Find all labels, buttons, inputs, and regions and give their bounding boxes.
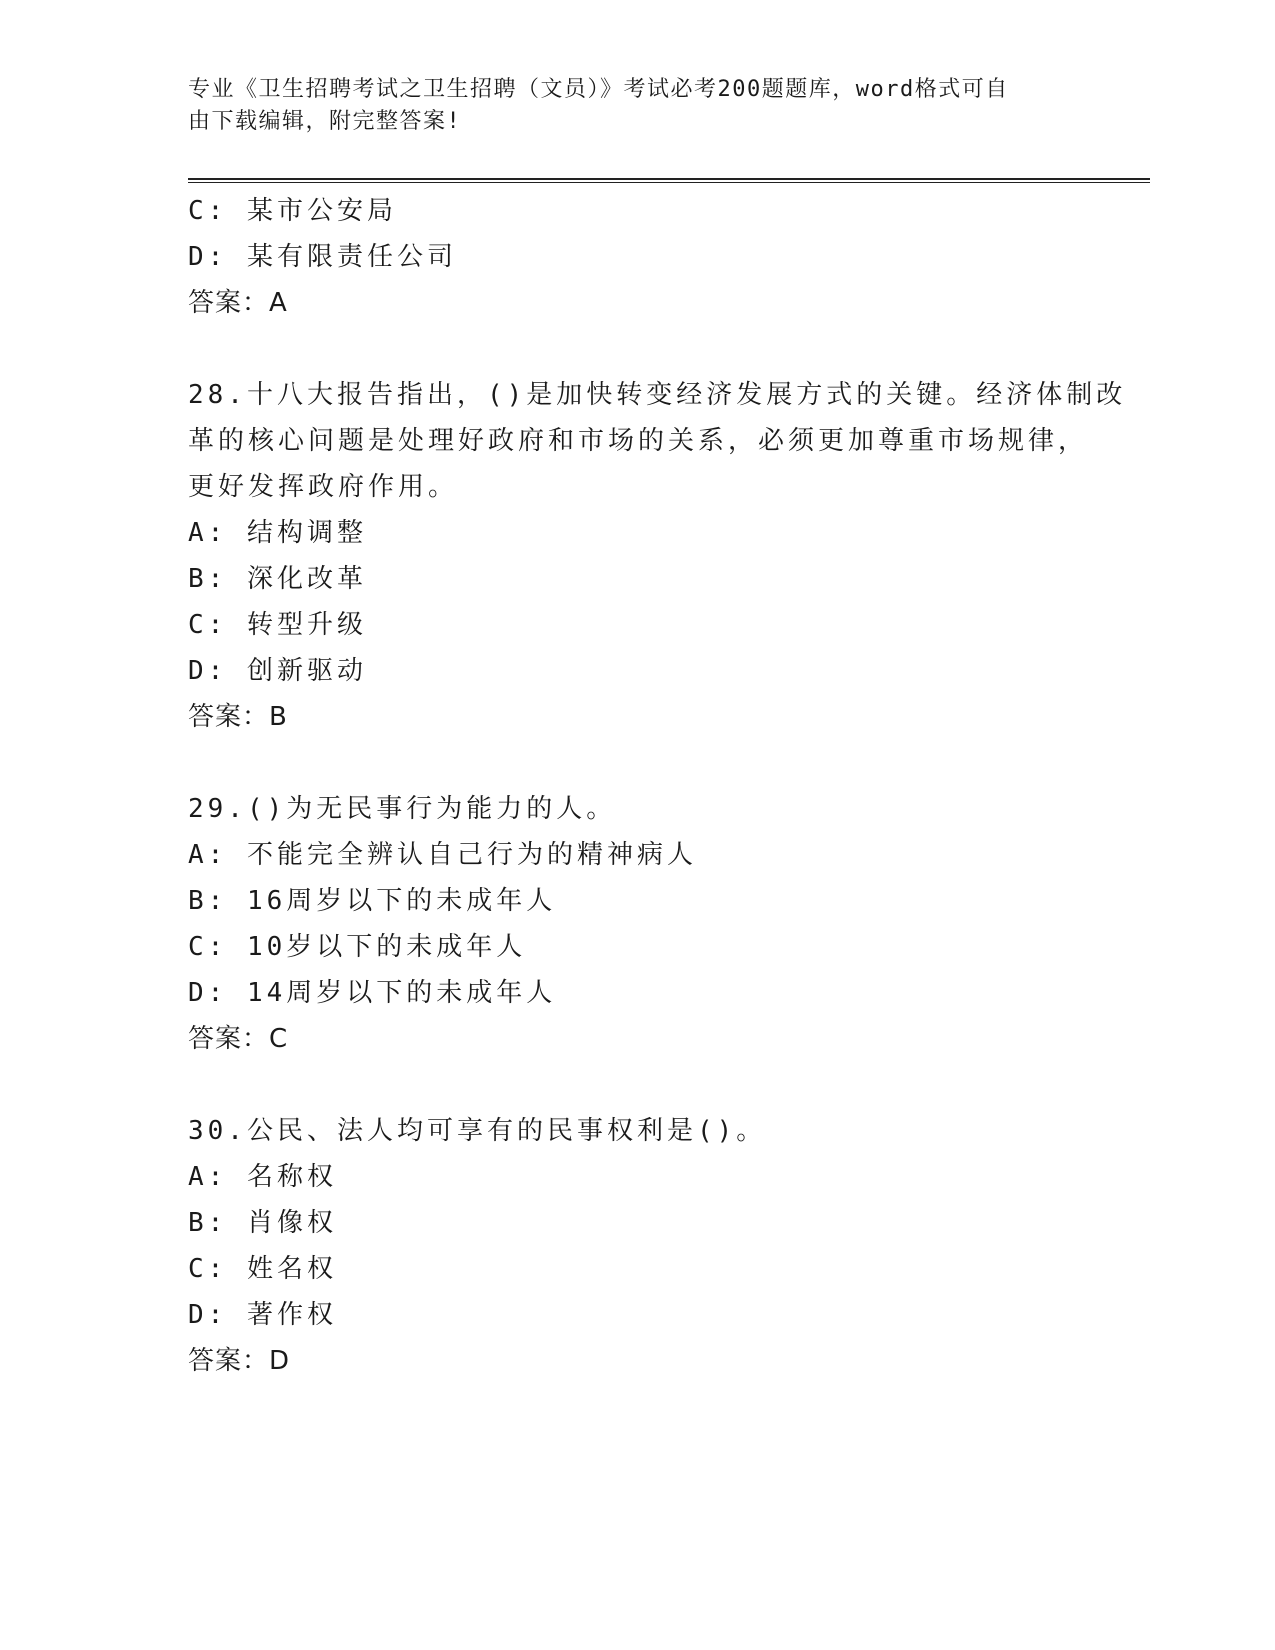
- document-header: [188, 74, 1088, 138]
- question-27-continuation: [188, 188, 1108, 326]
- question-stem-line: 30.公民、法人均可享有的民事权利是()。: [188, 1116, 767, 1146]
- answer-line: 答案：C: [188, 1024, 289, 1054]
- header-line-2: 由下载编辑，附完整答案!: [188, 109, 462, 134]
- option-d: D: 著作权: [188, 1300, 337, 1330]
- option-c: C: 10岁以下的未成年人: [188, 932, 527, 962]
- option-a: A: 不能完全辨认自己行为的精神病人: [188, 840, 697, 870]
- answer-line: 答案：B: [188, 702, 288, 732]
- option-c: C: 某市公安局: [188, 196, 397, 226]
- option-a: A: 名称权: [188, 1162, 337, 1192]
- option-c: C: 姓名权: [188, 1254, 337, 1284]
- question-stem-line: 28.十八大报告指出，()是加快转变经济发展方式的关键。经济体制改: [188, 380, 1127, 410]
- option-d: D: 某有限责任公司: [188, 242, 457, 272]
- option-b: B: 肖像权: [188, 1208, 337, 1238]
- question-stem-line: 29.()为无民事行为能力的人。: [188, 794, 617, 824]
- option-d: D: 创新驱动: [188, 656, 367, 686]
- spacer: [188, 740, 1108, 786]
- option-a: A: 结构调整: [188, 518, 367, 548]
- spacer: [188, 326, 1108, 372]
- question-30: [188, 1108, 1108, 1384]
- question-stem-line: 革的核心问题是处理好政府和市场的关系，必须更加尊重市场规律，: [188, 426, 1089, 456]
- spacer: [188, 1062, 1108, 1108]
- answer-line: 答案：D: [188, 1346, 291, 1376]
- header-line-1: 专业《卫生招聘考试之卫生招聘（文员）》考试必考200题题库，word格式可自: [188, 77, 1009, 102]
- answer-line: 答案：A: [188, 288, 288, 318]
- option-b: B: 深化改革: [188, 564, 367, 594]
- question-29: [188, 786, 1108, 1062]
- option-c: C: 转型升级: [188, 610, 367, 640]
- option-b: B: 16周岁以下的未成年人: [188, 886, 557, 916]
- header-divider: [188, 178, 1150, 183]
- question-list: [188, 188, 1127, 1384]
- question-28: [188, 372, 1127, 740]
- question-stem-line: 更好发挥政府作用。: [188, 472, 459, 502]
- option-d: D: 14周岁以下的未成年人: [188, 978, 557, 1008]
